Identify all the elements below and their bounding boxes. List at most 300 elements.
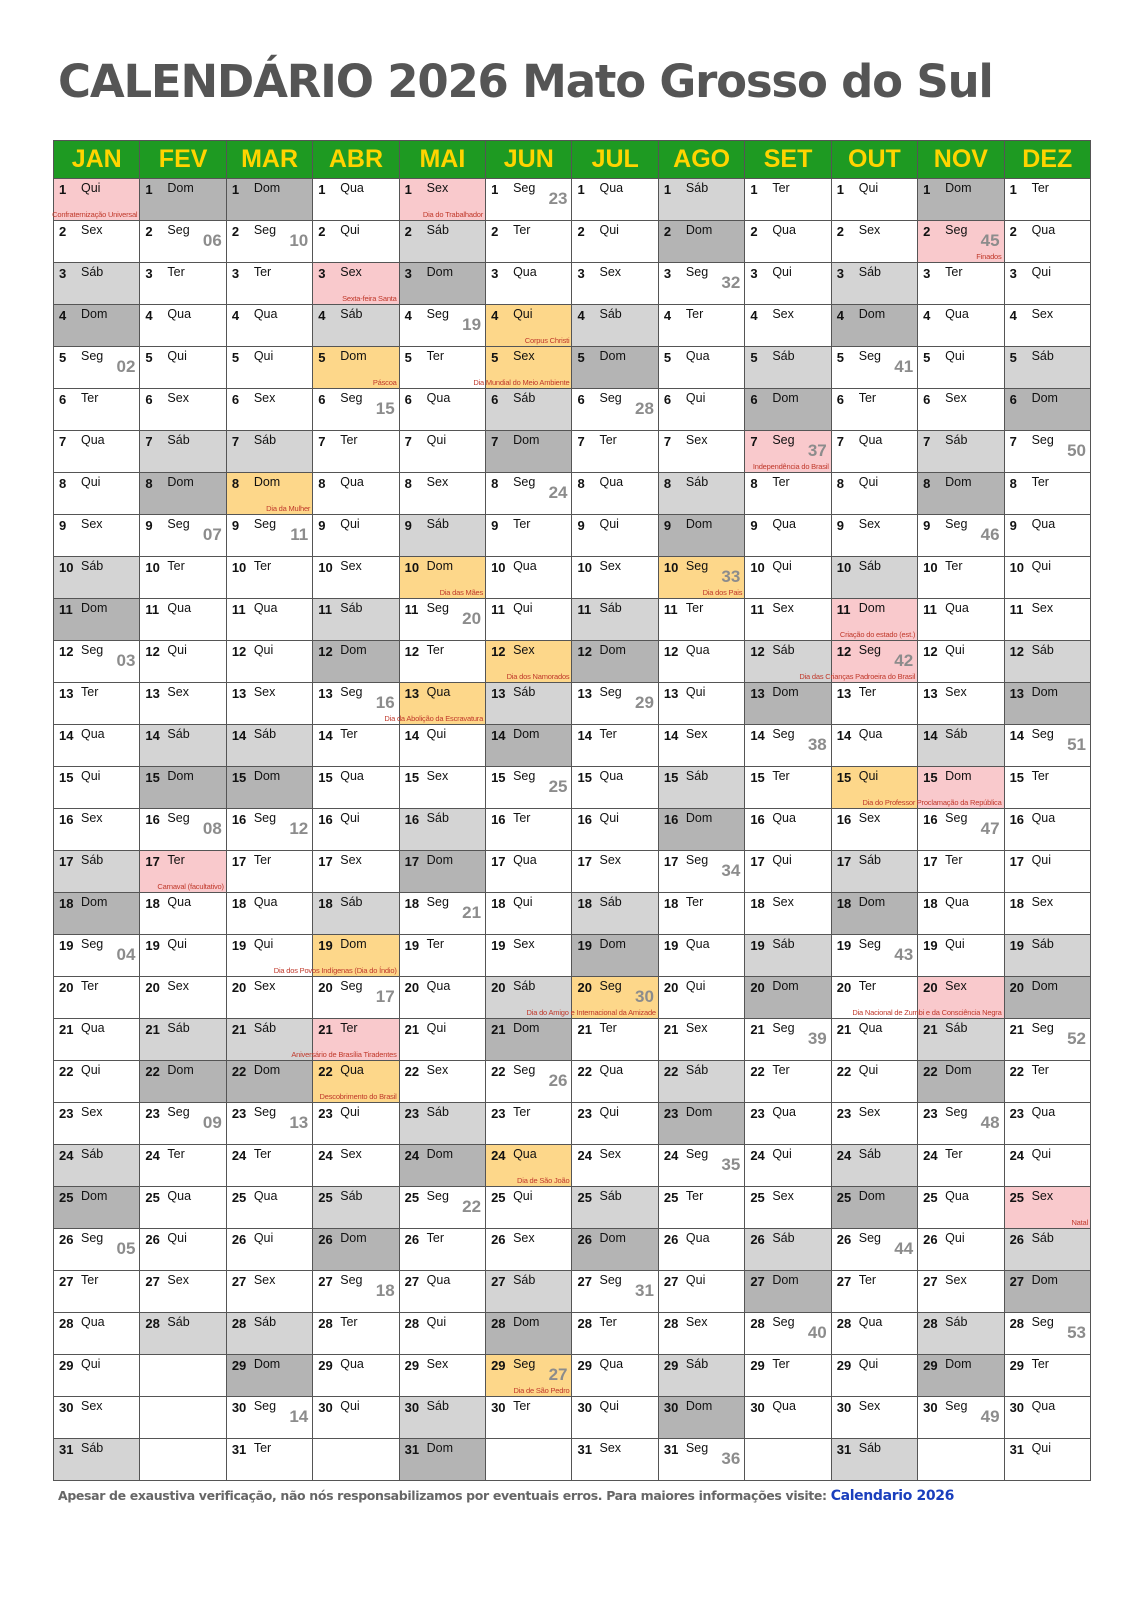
day-number: 5 <box>231 350 240 365</box>
day-cell <box>832 1145 918 1187</box>
day-cell <box>54 1313 140 1355</box>
weekday-label: Sex <box>599 1147 622 1161</box>
weekday-label: Qua <box>858 1021 883 1035</box>
weekday-label: Ter <box>858 979 877 993</box>
weekday-label: Sáb <box>340 1189 363 1203</box>
weekday-label: Qua <box>426 1273 451 1287</box>
weekday-label: Seg <box>858 349 881 363</box>
day-number: 14 <box>1009 728 1025 743</box>
day-number: 7 <box>145 434 153 449</box>
weekday-label: Ter <box>945 559 963 573</box>
weekday-label: Qua <box>340 181 364 195</box>
day-number: 4 <box>750 308 758 323</box>
day-number: 11 <box>404 602 419 617</box>
day-cell <box>486 389 572 431</box>
day-number: 14 <box>577 728 592 743</box>
weekday-label: Qua <box>772 811 796 825</box>
weekday-label: Sex <box>685 1315 708 1329</box>
day-cell <box>486 1313 572 1355</box>
weekday-label: Qua <box>772 517 796 531</box>
day-cell <box>473 347 572 389</box>
weekday-label: Dom <box>858 601 886 615</box>
day-cell <box>227 389 313 431</box>
weekday-label: Sáb <box>945 1021 968 1035</box>
weekday-label: Sex <box>253 979 276 993</box>
weekday-label: Ter <box>599 433 617 447</box>
day-number: 22 <box>59 1064 74 1079</box>
day-number: 6 <box>577 392 585 407</box>
weekday-label: Qui <box>81 769 101 783</box>
day-cell <box>400 557 486 599</box>
day-cell <box>832 851 918 893</box>
day-number: 2 <box>59 224 67 239</box>
day-number: 26 <box>750 1232 765 1247</box>
weekday-label: Seg <box>772 1315 795 1329</box>
weekday-label: Qui <box>1031 1441 1052 1455</box>
day-number: 14 <box>663 728 679 743</box>
weekday-label: Seg <box>513 769 536 783</box>
day-cell <box>54 1439 140 1481</box>
weekday-label: Sex <box>945 685 967 699</box>
day-cell <box>227 641 313 683</box>
weekday-label: Sáb <box>81 853 104 867</box>
weekday-label: Sex <box>858 811 881 825</box>
weekday-label: Dom <box>685 1105 713 1119</box>
day-number: 22 <box>577 1064 592 1079</box>
day-cell <box>54 977 140 1019</box>
day-number: 8 <box>145 476 153 491</box>
weekday-label: Qua <box>858 727 883 741</box>
day-cell <box>832 263 918 305</box>
day-number: 8 <box>836 476 844 491</box>
day-cell <box>227 1187 313 1229</box>
day-cell <box>227 725 313 767</box>
day-cell <box>400 389 486 431</box>
day-cell <box>659 1145 745 1187</box>
day-cell <box>918 305 1004 347</box>
weekday-label: Dom <box>772 391 799 405</box>
day-number: 19 <box>577 938 592 953</box>
day-number: 25 <box>404 1190 420 1205</box>
weekday-label: Ter <box>513 811 531 825</box>
day-number: 10 <box>750 560 765 575</box>
weekday-label: Qui <box>340 1399 360 1413</box>
day-number: 27 <box>145 1274 160 1289</box>
week-number: 10 <box>289 231 309 250</box>
day-cell <box>54 641 140 683</box>
day-cell <box>486 515 572 557</box>
weekday-label: Qui <box>858 769 879 783</box>
day-cell <box>227 977 313 1019</box>
weekday-label: Qua <box>685 937 710 951</box>
day-cell <box>745 1145 831 1187</box>
day-number: 5 <box>404 350 412 365</box>
day-number: 18 <box>1009 896 1025 911</box>
calendar-grid <box>53 140 1091 1481</box>
day-number: 17 <box>577 854 592 869</box>
weekday-label: Seg <box>945 1105 968 1119</box>
day-number: 14 <box>491 728 506 743</box>
day-cell <box>832 515 918 557</box>
day-number: 4 <box>663 308 672 323</box>
day-number: 28 <box>231 1316 247 1331</box>
day-number: 31 <box>663 1442 679 1457</box>
day-cell <box>572 851 658 893</box>
day-number: 28 <box>663 1316 679 1331</box>
day-cell <box>659 179 745 221</box>
weekday-label: Sex <box>81 1399 103 1413</box>
weekday-label: Sáb <box>426 223 449 237</box>
day-number: 23 <box>836 1106 852 1121</box>
weekday-label: Qui <box>513 895 533 909</box>
weekday-label: Sáb <box>772 349 795 363</box>
weekday-label: Qui <box>1031 265 1052 279</box>
weekday-label: Ter <box>340 727 358 741</box>
day-cell <box>486 179 572 221</box>
weekday-label: Sáb <box>426 1105 449 1119</box>
day-cell <box>572 893 658 935</box>
day-cell <box>486 1229 572 1271</box>
day-number: 10 <box>231 560 247 575</box>
day-cell <box>745 1271 831 1313</box>
holiday-label: Dia da Mulher <box>266 504 311 513</box>
weekday-label: Seg <box>858 937 881 951</box>
day-number: 3 <box>836 266 844 281</box>
weekday-label: Ter <box>772 769 790 783</box>
weekday-label: Sáb <box>253 433 277 447</box>
day-number: 23 <box>231 1106 247 1121</box>
day-number: 22 <box>663 1064 679 1079</box>
weekday-label: Dom <box>81 895 108 909</box>
week-number: 38 <box>807 735 827 754</box>
weekday-label: Ter <box>81 1273 99 1287</box>
day-cell <box>227 851 313 893</box>
day-number: 16 <box>318 812 333 827</box>
day-number: 20 <box>577 980 592 995</box>
day-number: 6 <box>491 392 499 407</box>
day-cell <box>832 389 918 431</box>
day-number: 1 <box>577 182 585 197</box>
day-number: 3 <box>1009 266 1017 281</box>
day-cell <box>832 1061 918 1103</box>
month-header-dez: DEZ <box>1005 141 1091 179</box>
day-cell <box>918 935 1004 977</box>
week-number: 14 <box>289 1407 309 1426</box>
week-number: 37 <box>807 441 827 460</box>
weekday-label: Qui <box>513 601 533 615</box>
day-cell <box>832 179 918 221</box>
day-number: 20 <box>1009 980 1025 995</box>
day-number: 20 <box>145 980 160 995</box>
weekday-label: Seg <box>1031 1021 1054 1035</box>
empty-cell <box>140 1439 226 1481</box>
day-cell <box>291 1019 399 1061</box>
weekday-label: Qua <box>513 559 537 573</box>
weekday-label: Sex <box>426 475 449 489</box>
weekday-label: Qui <box>340 517 360 531</box>
weekday-label: Qui <box>167 349 187 363</box>
weekday-label: Seg <box>685 1147 709 1161</box>
day-number: 5 <box>1009 350 1017 365</box>
day-cell <box>140 347 226 389</box>
day-number: 4 <box>318 308 326 323</box>
week-number: 36 <box>721 1449 741 1468</box>
weekday-label: Qua <box>1031 517 1056 531</box>
day-cell <box>486 1103 572 1145</box>
weekday-label: Sex <box>426 1063 449 1077</box>
day-cell <box>400 1397 486 1439</box>
weekday-label: Seg <box>340 1273 363 1287</box>
day-cell <box>832 725 918 767</box>
day-cell <box>572 179 658 221</box>
day-cell <box>54 1187 140 1229</box>
weekday-label: Sex <box>1031 307 1054 321</box>
day-number: 17 <box>923 854 938 869</box>
day-number: 15 <box>404 770 420 785</box>
weekday-label: Sáb <box>81 1147 104 1161</box>
holiday-label: Aniversário de Brasília Tiradentes <box>291 1050 397 1059</box>
day-cell <box>1005 221 1091 263</box>
day-cell <box>313 221 399 263</box>
weekday-label: Ter <box>253 265 272 279</box>
day-cell <box>1005 935 1091 977</box>
day-number: 30 <box>404 1400 420 1415</box>
day-number: 30 <box>491 1400 506 1415</box>
day-number: 30 <box>750 1400 765 1415</box>
day-number: 29 <box>404 1358 420 1373</box>
day-number: 3 <box>923 266 931 281</box>
day-number: 12 <box>404 644 420 659</box>
weekday-label: Dom <box>772 685 799 699</box>
day-number: 27 <box>577 1274 592 1289</box>
day-number: 7 <box>577 434 585 449</box>
day-number: 28 <box>491 1316 506 1331</box>
weekday-label: Sáb <box>599 601 622 615</box>
day-number: 11 <box>923 602 937 617</box>
day-number: 23 <box>491 1106 506 1121</box>
weekday-label: Seg <box>599 391 622 405</box>
day-cell <box>1005 1271 1091 1313</box>
day-number: 28 <box>145 1316 160 1331</box>
day-number: 18 <box>145 896 160 911</box>
weekday-label: Seg <box>81 349 104 363</box>
day-number: 9 <box>59 518 67 533</box>
day-cell <box>659 1229 745 1271</box>
day-number: 24 <box>923 1148 938 1163</box>
day-cell <box>54 725 140 767</box>
day-cell <box>1005 683 1091 725</box>
day-cell <box>54 935 140 977</box>
day-cell <box>400 1145 486 1187</box>
day-cell <box>140 431 226 473</box>
day-cell <box>400 221 486 263</box>
weekday-label: Qua <box>253 895 278 909</box>
weekday-label: Qua <box>426 979 451 993</box>
day-cell <box>1005 1187 1091 1229</box>
day-cell <box>227 1439 313 1481</box>
day-cell <box>832 221 918 263</box>
day-number: 27 <box>836 1274 852 1289</box>
weekday-label: Ter <box>253 559 272 573</box>
weekday-label: Sex <box>945 391 967 405</box>
month-header-jun: JUN <box>486 141 572 179</box>
day-cell <box>832 1355 918 1397</box>
day-number: 12 <box>318 644 333 659</box>
weekday-label: Dom <box>1031 979 1058 993</box>
day-cell <box>918 1187 1004 1229</box>
day-number: 31 <box>59 1442 74 1457</box>
weekday-label: Ter <box>253 853 272 867</box>
weekday-label: Qui <box>426 433 447 447</box>
weekday-label: Qui <box>945 349 965 363</box>
day-number: 19 <box>318 938 333 953</box>
weekday-label: Sex <box>81 811 103 825</box>
weekday-label: Sex <box>167 979 189 993</box>
day-number: 30 <box>577 1400 592 1415</box>
week-number: 33 <box>721 567 741 586</box>
weekday-label: Ter <box>340 1315 358 1329</box>
day-number: 6 <box>923 392 931 407</box>
weekday-label: Qua <box>772 1105 796 1119</box>
weekday-label: Sáb <box>513 1273 536 1287</box>
day-cell <box>659 1439 745 1481</box>
weekday-label: Sáb <box>599 1189 622 1203</box>
day-cell <box>659 809 745 851</box>
weekday-label: Seg <box>1031 433 1054 447</box>
day-cell <box>1005 179 1091 221</box>
day-number: 18 <box>836 896 852 911</box>
day-cell <box>400 767 486 809</box>
day-number: 23 <box>663 1106 679 1121</box>
day-number: 24 <box>1009 1148 1025 1163</box>
day-cell <box>918 515 1004 557</box>
day-cell <box>227 1061 313 1103</box>
weekday-label: Seg <box>513 475 536 489</box>
day-number: 22 <box>145 1064 160 1079</box>
day-cell <box>745 1019 831 1061</box>
day-cell <box>313 725 399 767</box>
day-cell <box>572 305 658 347</box>
day-cell <box>659 1019 745 1061</box>
day-number: 23 <box>318 1106 333 1121</box>
day-number: 30 <box>923 1400 938 1415</box>
day-number: 13 <box>491 686 506 701</box>
day-number: 23 <box>577 1106 592 1121</box>
weekday-label: Qui <box>685 685 706 699</box>
day-cell <box>486 935 572 977</box>
day-cell <box>572 599 658 641</box>
empty-cell <box>486 1439 572 1481</box>
day-cell <box>313 431 399 473</box>
day-number: 3 <box>577 266 585 281</box>
weekday-label: Dom <box>426 853 454 867</box>
day-number: 11 <box>836 602 851 617</box>
day-number: 6 <box>750 392 758 407</box>
day-cell <box>659 725 745 767</box>
day-number: 21 <box>404 1022 420 1037</box>
day-cell <box>659 1061 745 1103</box>
weekday-label: Qui <box>599 223 619 237</box>
weekday-label: Sáb <box>167 727 190 741</box>
day-cell <box>400 893 486 935</box>
weekday-label: Qui <box>858 1357 879 1371</box>
day-number: 7 <box>231 434 240 449</box>
weekday-label: Seg <box>772 433 795 447</box>
day-number: 25 <box>59 1190 74 1205</box>
weekday-label: Sex <box>685 727 708 741</box>
day-number: 8 <box>404 476 412 491</box>
weekday-label: Seg <box>167 811 190 825</box>
weekday-label: Sáb <box>167 433 190 447</box>
weekday-label: Sáb <box>513 391 536 405</box>
calendar-link[interactable]: Calendario 2026 <box>830 1488 955 1504</box>
day-cell <box>745 473 831 515</box>
weekday-label: Qua <box>81 1021 105 1035</box>
day-cell <box>54 1061 140 1103</box>
day-cell <box>400 1271 486 1313</box>
weekday-label: Ter <box>253 1441 272 1455</box>
day-number: 13 <box>750 686 765 701</box>
day-number: 17 <box>231 854 247 869</box>
weekday-label: Seg <box>81 643 104 657</box>
day-cell <box>572 473 658 515</box>
day-cell <box>659 1355 745 1397</box>
weekday-label: Sáb <box>340 307 363 321</box>
weekday-label: Sáb <box>772 643 795 657</box>
day-cell <box>918 851 1004 893</box>
day-cell <box>54 473 140 515</box>
day-number: 19 <box>750 938 765 953</box>
day-cell <box>313 599 399 641</box>
weekday-label: Dom <box>599 937 626 951</box>
weekday-label: Ter <box>1031 1357 1049 1371</box>
weekday-label: Qui <box>253 349 274 363</box>
day-number: 25 <box>836 1190 852 1205</box>
weekday-label: Dom <box>1031 685 1058 699</box>
weekday-label: Ter <box>945 853 963 867</box>
day-cell <box>227 557 313 599</box>
week-number: 32 <box>721 273 741 292</box>
weekday-label: Seg <box>945 223 968 237</box>
day-number: 11 <box>663 602 678 617</box>
day-cell <box>659 893 745 935</box>
day-cell <box>486 305 572 347</box>
day-number: 10 <box>145 560 160 575</box>
weekday-label: Qua <box>340 1357 364 1371</box>
day-cell <box>227 1229 313 1271</box>
day-number: 23 <box>750 1106 765 1121</box>
day-number: 2 <box>318 224 326 239</box>
weekday-label: Qua <box>253 307 278 321</box>
weekday-label: Qui <box>426 1021 447 1035</box>
day-cell <box>140 683 226 725</box>
weekday-label: Qui <box>945 937 965 951</box>
weekday-label: Dom <box>513 433 540 447</box>
weekday-label: Ter <box>426 1231 445 1245</box>
week-number: 29 <box>634 693 654 712</box>
day-cell <box>659 263 745 305</box>
weekday-label: Sáb <box>858 1147 881 1161</box>
day-number: 14 <box>231 728 247 743</box>
day-cell <box>486 1187 572 1229</box>
weekday-label: Qui <box>1031 1147 1052 1161</box>
weekday-label: Dom <box>253 475 281 489</box>
day-number: 15 <box>491 770 506 785</box>
day-number: 12 <box>836 644 852 659</box>
day-number: 16 <box>577 812 592 827</box>
week-number: 49 <box>980 1407 1000 1426</box>
weekday-label: Ter <box>340 1021 358 1035</box>
